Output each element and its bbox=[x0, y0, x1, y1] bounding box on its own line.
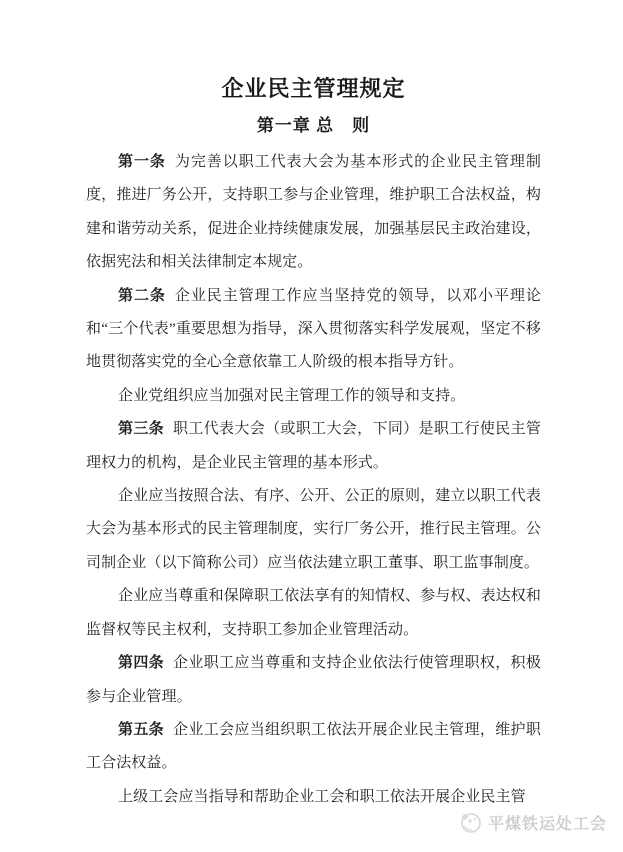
article-number: 第五条 bbox=[118, 721, 165, 738]
document-body bbox=[86, 146, 541, 814]
union-logo-icon bbox=[457, 809, 483, 835]
paragraph bbox=[86, 480, 541, 580]
article-number: 第二条 bbox=[118, 287, 166, 304]
paragraph-article-5 bbox=[86, 714, 541, 781]
paragraph-text: 企业民主管理工作应当坚持党的领导，以邓小平理论和“三个代表”重要思想为指导，深入贯彻落实科学发展观，坚定不移地贯彻落实党的全心全意依靠工人阶级的根本指导方针。 bbox=[86, 287, 541, 371]
paragraph-text: 企业工会应当组织职工依法开展企业民主管理，维护职工合法权益。 bbox=[86, 721, 541, 772]
paragraph-article-4 bbox=[86, 647, 541, 714]
watermark bbox=[457, 809, 607, 835]
watermark-label: 平煤铁运处工会 bbox=[487, 815, 607, 833]
paragraph-text: 上级工会应当指导和帮助企业工会和职工依法开展企业民主管 bbox=[118, 788, 526, 805]
article-number: 第四条 bbox=[118, 655, 165, 672]
paragraph-article-1 bbox=[86, 146, 541, 280]
paragraph-text: 企业职工应当尊重和支持企业依法行使管理职权，积极参与企业管理。 bbox=[86, 655, 541, 705]
article-number: 第三条 bbox=[118, 421, 165, 438]
article-number: 第一条 bbox=[118, 154, 166, 170]
paragraph-text: 职工代表大会（或职工大会，下同）是职工行使民主管理权力的机构，是企业民主管理的基本形式。 bbox=[86, 421, 541, 471]
paragraph-text: 企业党组织应当加强对民主管理工作的领导和支持。 bbox=[118, 387, 466, 404]
document-title: 企业民主管理规定 bbox=[221, 76, 406, 101]
paragraph-text: 企业应当按照合法、有序、公开、公正的原则，建立以职工代表大会为基本形式的民主管理制度，实行厂务公开，推行民主管理。公司制企业（以下简称公司）应当依法建立职工董事、职工监事制度。 bbox=[86, 488, 541, 571]
paragraph bbox=[86, 580, 541, 647]
paragraph-article-2 bbox=[86, 280, 541, 380]
paragraph-article-3 bbox=[86, 413, 541, 480]
paragraph-text: 企业应当尊重和保障职工依法享有的知情权、参与权、表达权和监督权等民主权利，支持职工参加企业管理活动。 bbox=[86, 588, 541, 638]
paragraph bbox=[86, 380, 541, 413]
chapter-heading: 第一章 总 则 bbox=[256, 116, 371, 135]
paragraph-text: 为完善以职工代表大会为基本形式的企业民主管理制度，推进厂务公开，支持职工参与企业管理，维护职工合法权益，构建和谐劳动关系，促进企业持续健康发展，加强基层民主政治建设，依据宪法和相关法律制定本规定。 bbox=[86, 154, 541, 271]
